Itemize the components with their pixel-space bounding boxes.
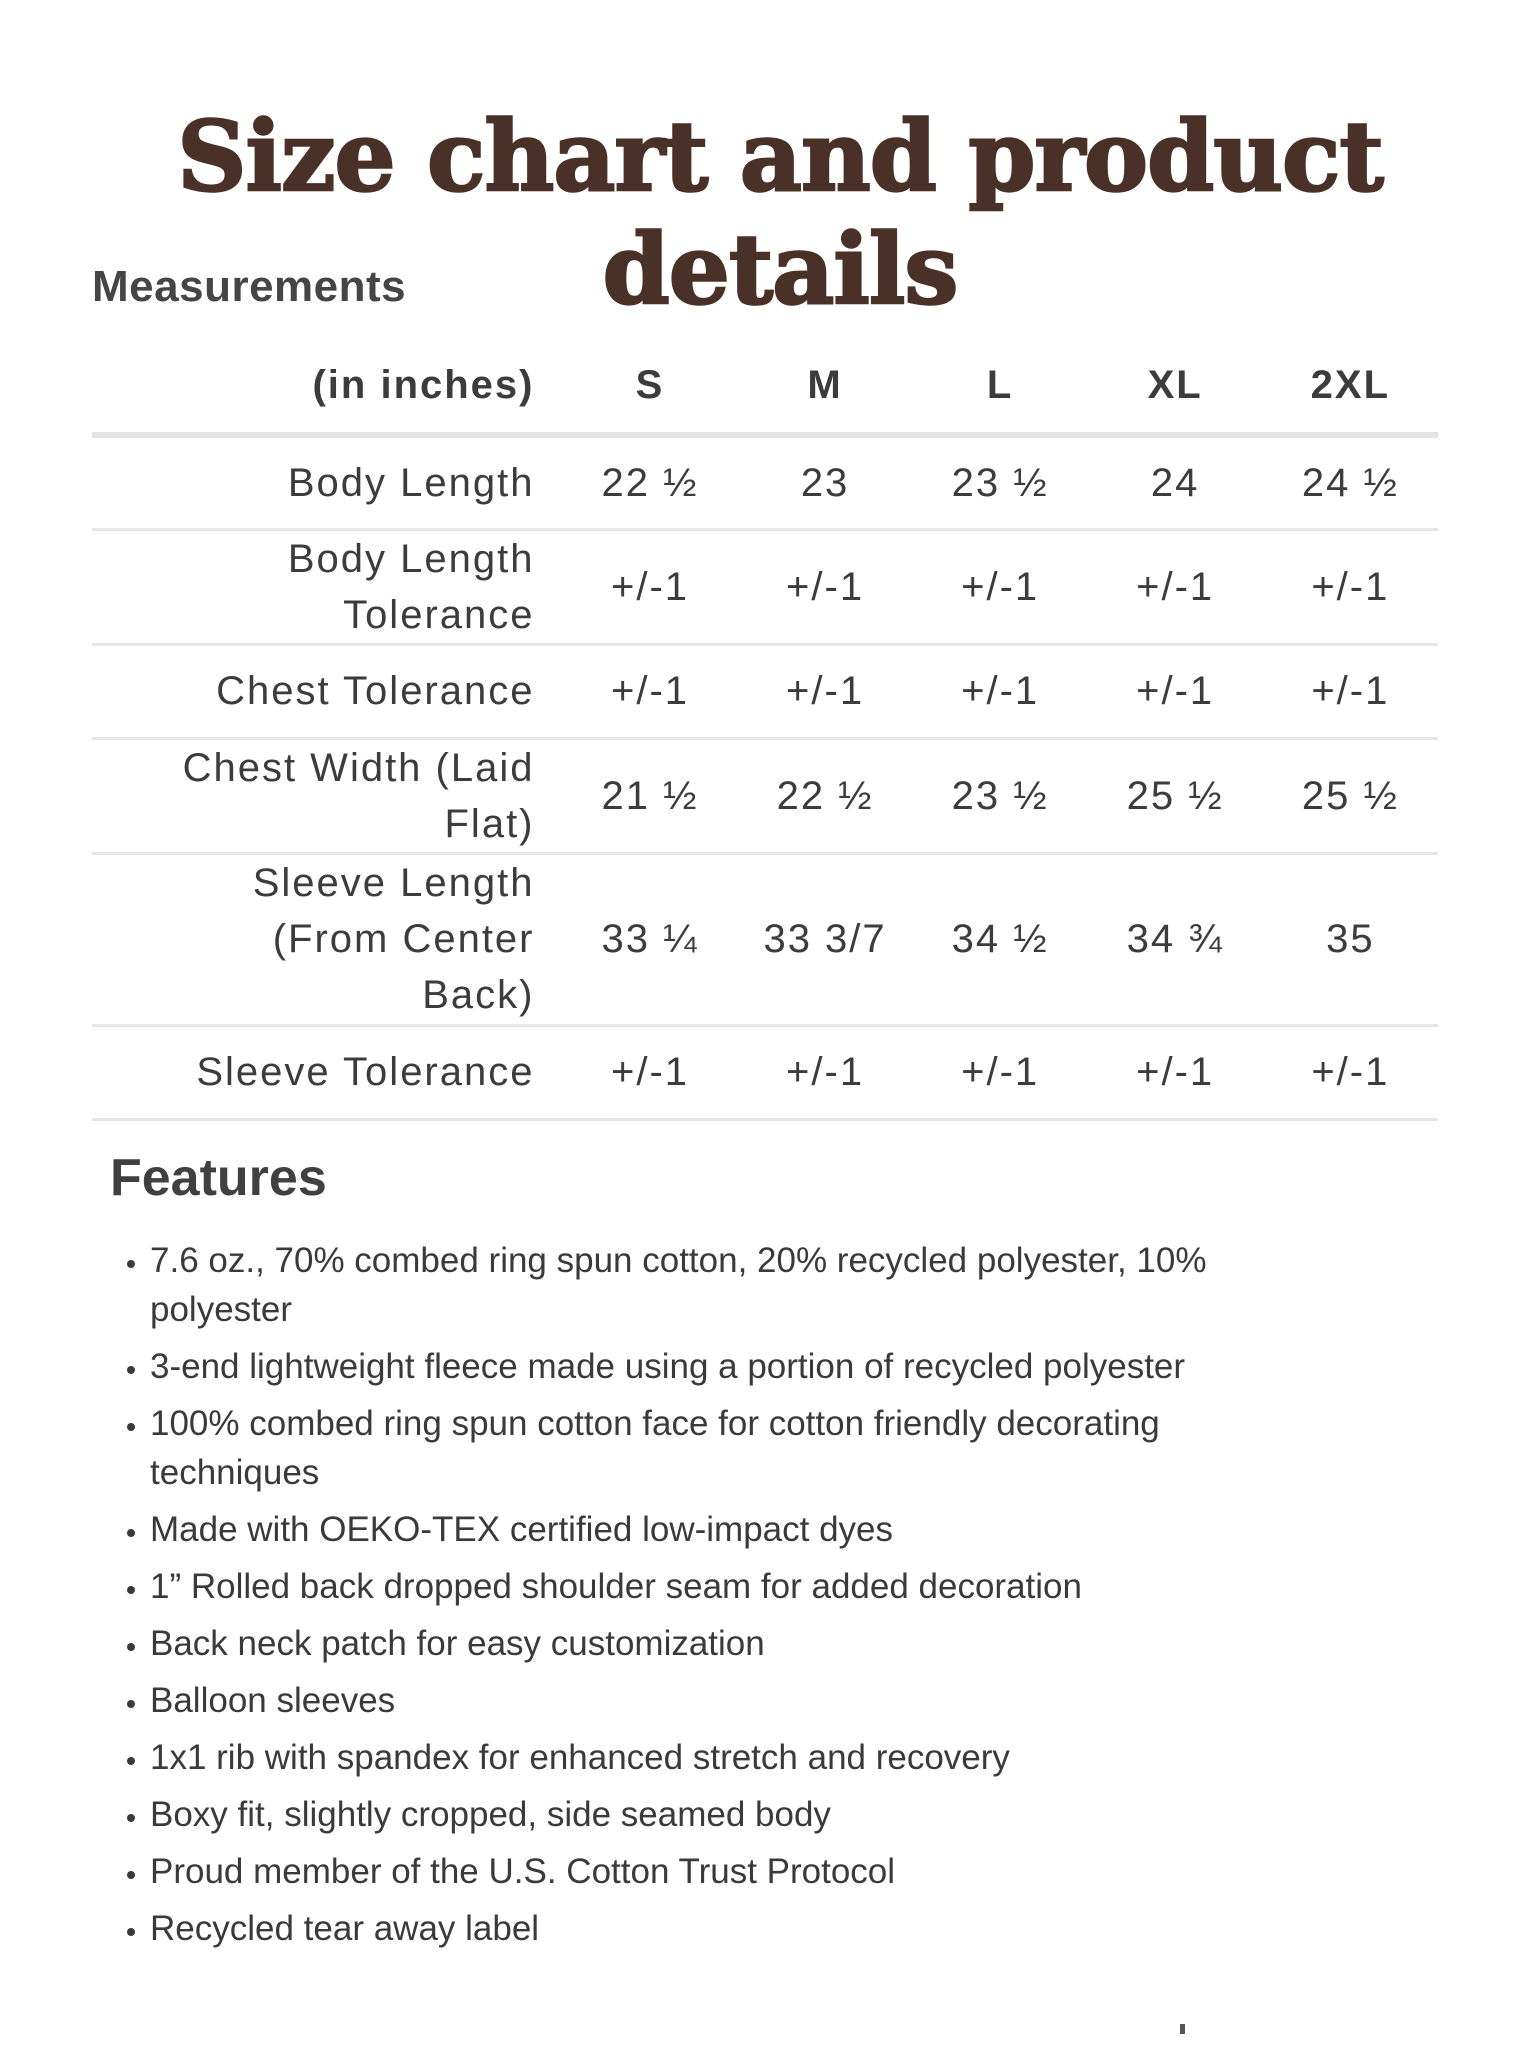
table-cell: +/-1	[611, 669, 690, 713]
list-item: • Proud member of the U.S. Cotton Trust Protocol	[150, 1847, 1240, 1896]
table-row-body-length-tolerance	[92, 529, 1438, 644]
table-cell: 21 ½	[601, 773, 699, 818]
row-label: Body Length	[287, 460, 535, 505]
table-cell: +/-1	[961, 564, 1040, 609]
size-header: XL	[1147, 363, 1203, 407]
size-header: M	[807, 363, 843, 407]
table-cell: +/-1	[786, 669, 865, 713]
row-label: Body Length Tolerance	[287, 536, 535, 637]
list-item: • 3-end lightweight fleece made using a portion of recycled polyester	[150, 1342, 1240, 1391]
list-item: • Balloon sleeves	[150, 1676, 1240, 1725]
table-cell: 34 ½	[951, 917, 1049, 961]
table-cell: 23 ½	[951, 460, 1049, 505]
table-cell: +/-1	[611, 1050, 690, 1094]
list-item: • 7.6 oz., 70% combed ring spun cotton, 20% recycled polyester, 10% polyester	[150, 1236, 1240, 1334]
features-heading: Features	[110, 1149, 327, 1207]
table-cell: 23 ½	[951, 773, 1049, 818]
row-label: Chest Width (Laid Flat)	[182, 745, 535, 846]
table-cell: +/-1	[786, 564, 865, 609]
table-row-chest-tolerance	[92, 644, 1438, 738]
table-cell: 22 ½	[601, 460, 699, 505]
decorative-dot	[1180, 2024, 1185, 2034]
size-header: 2XL	[1310, 363, 1391, 407]
table-cell: +/-1	[1136, 564, 1215, 609]
size-table	[92, 338, 1438, 1121]
list-item: • Made with OEKO-TEX certified low-impact dyes	[150, 1505, 1240, 1554]
list-item: • 100% combed ring spun cotton face for cotton friendly decorating techniques	[150, 1399, 1240, 1497]
list-item: • 1” Rolled back dropped shoulder seam for added decoration	[150, 1562, 1240, 1611]
table-row-sleeve-tolerance	[92, 1025, 1438, 1119]
table-row-chest-width	[92, 738, 1438, 853]
table-row-sleeve-length	[92, 853, 1438, 1025]
row-label: Chest Tolerance	[216, 669, 535, 713]
table-cell: +/-1	[786, 1050, 865, 1094]
size-header: L	[986, 363, 1014, 407]
table-cell: +/-1	[611, 564, 690, 609]
table-cell: 35	[1326, 917, 1375, 961]
table-cell: 23	[800, 460, 850, 505]
table-cell: 33 ¼	[601, 917, 699, 961]
table-cell: +/-1	[961, 669, 1040, 713]
list-item: • 1x1 rib with spandex for enhanced stretch and recovery	[150, 1733, 1240, 1782]
table-cell: +/-1	[1311, 564, 1390, 609]
table-cell: 24	[1150, 460, 1200, 505]
list-item: • Back neck patch for easy customization	[150, 1619, 1240, 1668]
table-cell: +/-1	[1311, 1050, 1390, 1094]
table-cell: 33 3/7	[763, 917, 887, 961]
table-cell: 25 ½	[1301, 773, 1399, 818]
table-cell: +/-1	[1311, 669, 1390, 713]
table-cell: 34 ¾	[1126, 917, 1224, 961]
page-title: Size chart and product details	[177, 100, 1383, 326]
list-item: • Boxy fit, slightly cropped, side seamed body	[150, 1790, 1240, 1839]
table-cell: 22 ½	[776, 773, 874, 818]
list-item: • Recycled tear away label	[150, 1904, 1240, 1953]
table-cell: +/-1	[1136, 669, 1215, 713]
size-header: S	[635, 363, 665, 407]
table-row-body-length	[92, 435, 1438, 529]
table-cell: 24 ½	[1301, 460, 1399, 505]
table-cell: +/-1	[961, 1050, 1040, 1094]
size-header-row	[92, 338, 1438, 435]
row-label: Sleeve Length (From Center Back)	[252, 861, 535, 1017]
units-label: (in inches)	[312, 363, 535, 407]
features-list	[110, 1236, 1240, 1961]
table-cell: 25 ½	[1126, 773, 1224, 818]
measurements-heading: Measurements	[92, 262, 407, 311]
row-label: Sleeve Tolerance	[196, 1050, 535, 1094]
table-cell: +/-1	[1136, 1050, 1215, 1094]
